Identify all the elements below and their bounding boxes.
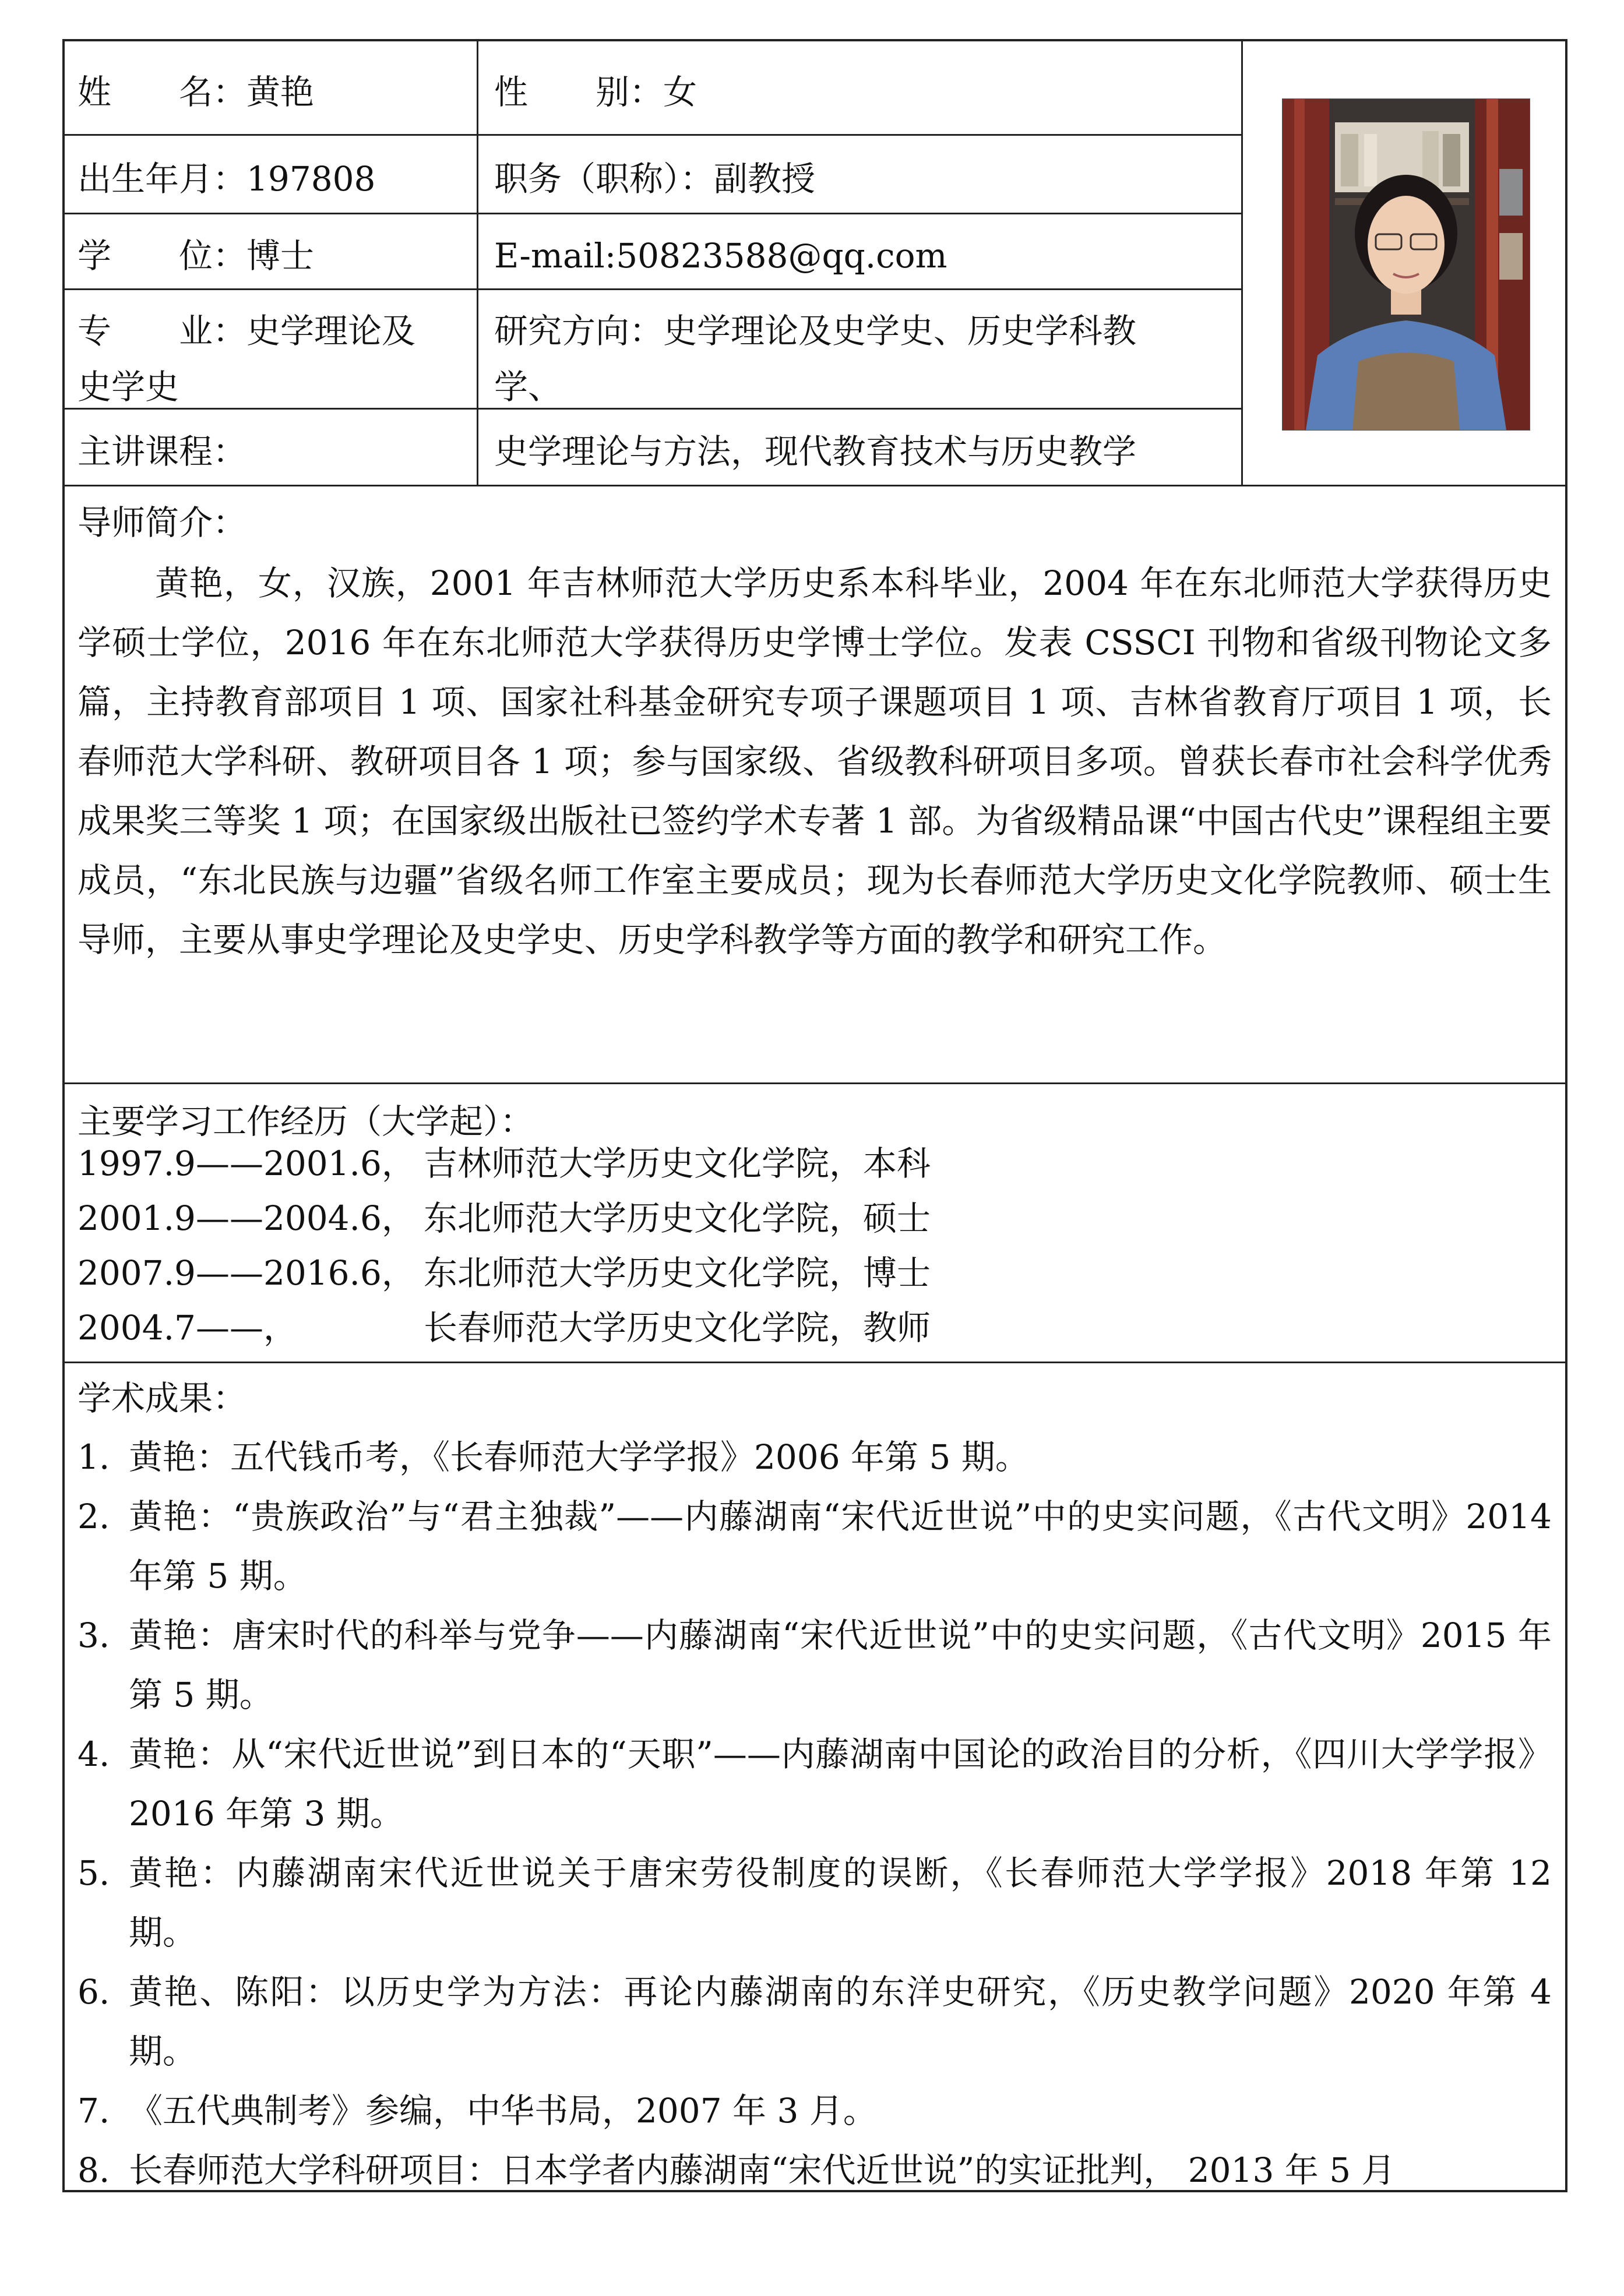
email-field [494, 235, 947, 276]
title-field [494, 158, 815, 199]
achievement-item [77, 2081, 1552, 2140]
birth-label: 出生年月： [77, 159, 247, 199]
gender-label: 性 别： [494, 72, 664, 112]
experience-period: 2004.7——， [77, 1308, 297, 1348]
courses-value: 史学理论与方法，现代教育技术与历史教学 [494, 432, 1137, 471]
major-value-line2: 史学史 [77, 367, 179, 407]
title-label: 职务（职称）： [494, 159, 714, 199]
degree-value: 博士 [246, 236, 315, 276]
intro-heading: 导师简介： [77, 503, 247, 542]
achievement-item [77, 1843, 1552, 1962]
gender-value: 女 [663, 72, 697, 112]
achievement-text: 黄艳：内藤湖南宋代近世说关于唐宋劳役制度的误断，《长春师范大学学报》2018 年第 12 期。 [129, 1853, 1552, 1952]
experience-item [77, 1307, 931, 1362]
research-field [494, 303, 1136, 415]
achievement-item [77, 1427, 1552, 1487]
birth-field [77, 158, 375, 199]
achievement-number: 6. [77, 1972, 110, 2012]
achievement-text: 《五代典制考》参编，中华书局，2007 年 3 月。 [129, 2091, 877, 2131]
achievement-text: 黄艳：“贵族政治”与“君主独裁”——内藤湖南“宋代近世说”中的史实问题，《古代文明》2014 年第 5 期。 [129, 1497, 1552, 1596]
major-field [77, 303, 415, 415]
name-label: 姓 名： [77, 72, 247, 112]
experience-detail: 东北师范大学历史文化学院，博士 [424, 1253, 931, 1293]
row-divider [62, 1082, 1567, 1084]
experience-item [77, 1143, 931, 1198]
row-divider [62, 485, 1567, 486]
title-value: 副教授 [714, 159, 816, 199]
major-value-line1: 史学理论及 [246, 311, 416, 351]
achievement-number: 2. [77, 1497, 110, 1536]
achievement-text: 黄艳、陈阳：以历史学为方法：再论内藤湖南的东洋史研究，《历史教学问题》2020 年第 4 期。 [129, 1972, 1552, 2071]
degree-field [77, 235, 314, 276]
column-divider [477, 39, 478, 485]
achievement-number: 7. [77, 2091, 110, 2131]
experience-period: 2007.9——2016.6， [77, 1253, 415, 1293]
portrait-illustration [1283, 99, 1530, 430]
portrait-photo [1282, 98, 1530, 431]
achievement-number: 1. [77, 1437, 110, 1477]
achievement-text: 黄艳：唐宋时代的科举与党争——内藤湖南“宋代近世说”中的史实问题，《古代文明》2015 年第 5 期。 [129, 1616, 1552, 1715]
experience-detail: 吉林师范大学历史文化学院，本科 [424, 1144, 931, 1183]
achievement-text: 黄艳：从“宋代近世说”到日本的“天职”——内藤湖南中国论的政治目的分析，《四川大学学报》2016 年第 3 期。 [129, 1734, 1552, 1833]
name-field [77, 72, 314, 112]
achievement-text: 黄艳：五代钱币考，《长春师范大学学报》2006 年第 5 期。 [129, 1437, 1029, 1477]
gender-field [494, 72, 697, 112]
experience-detail: 东北师范大学历史文化学院，硕士 [424, 1198, 931, 1238]
achievement-item [77, 1606, 1552, 1724]
intro-body: 黄艳，女，汉族，2001 年吉林师范大学历史系本科毕业，2004 年在东北师范大学获得历史学硕士学位，2016 年在东北师范大学获得历史学博士学位。发表 CSSCI 刊物和省级刊物论文多篇，主持教育部项目 1 项、国家社科基金研究专项子课题项目 1 项、吉林省教育厅项目 1 项，长春师范大学科研、教研项目各 1 项；参与国家级、省级教科研项目多项。曾获长春市社会科学优秀成果奖三等奖 1 项；在国家级出版社已签约学术专著 1 部。为省级精品课“中国古代史”课程组主要成员，“东北民族与边疆”省级名师工作室主要成员；现为长春师范大学历史文化学院教师、硕士生导师，主要从事史学理论及史学史、历史学科教学等方面的教学和研究工作。 [77, 563, 1552, 960]
achievement-item [77, 2140, 1552, 2200]
experience-item [77, 1253, 931, 1307]
row-divider [62, 213, 1243, 214]
research-label: 研究方向： [494, 311, 664, 351]
achievement-item [77, 1962, 1552, 2081]
experience-period: 2001.9——2004.6， [77, 1198, 415, 1238]
major-label: 专 业： [77, 311, 247, 351]
achievement-text: 长春师范大学科研项目：日本学者内藤湖南“宋代近世说”的实证批判， 2013 年 5 月 [129, 2150, 1396, 2190]
experience-detail: 长春师范大学历史文化学院，教师 [424, 1308, 931, 1348]
courses-label: 主讲课程： [77, 432, 247, 471]
achievement-item [77, 1724, 1552, 1843]
birth-value: 197808 [246, 159, 376, 199]
achievement-number: 3. [77, 1616, 110, 1655]
achievement-number: 5. [77, 1853, 110, 1893]
experience-period: 1997.9——2001.6， [77, 1144, 415, 1183]
achievement-number: 8. [77, 2150, 110, 2190]
row-divider [62, 288, 1243, 290]
row-divider [62, 134, 1243, 136]
research-value-line2: 学、 [494, 367, 562, 407]
experience-heading: 主要学习工作经历（大学起）： [77, 1102, 534, 1141]
achievements-list [77, 1427, 1552, 2200]
name-value: 黄艳 [246, 72, 315, 112]
experience-list [77, 1143, 931, 1362]
achievement-item [77, 1487, 1552, 1606]
degree-label: 学 位： [77, 236, 247, 276]
email-label: E-mail: [494, 236, 617, 276]
column-divider [1241, 39, 1243, 485]
achievement-number: 4. [77, 1734, 110, 1774]
achievements-heading: 学术成果： [77, 1378, 247, 1418]
research-value-line1: 史学理论及史学史、历史学科教 [663, 311, 1137, 351]
experience-item [77, 1198, 931, 1253]
email-value: 50823588@qq.com [616, 236, 947, 276]
